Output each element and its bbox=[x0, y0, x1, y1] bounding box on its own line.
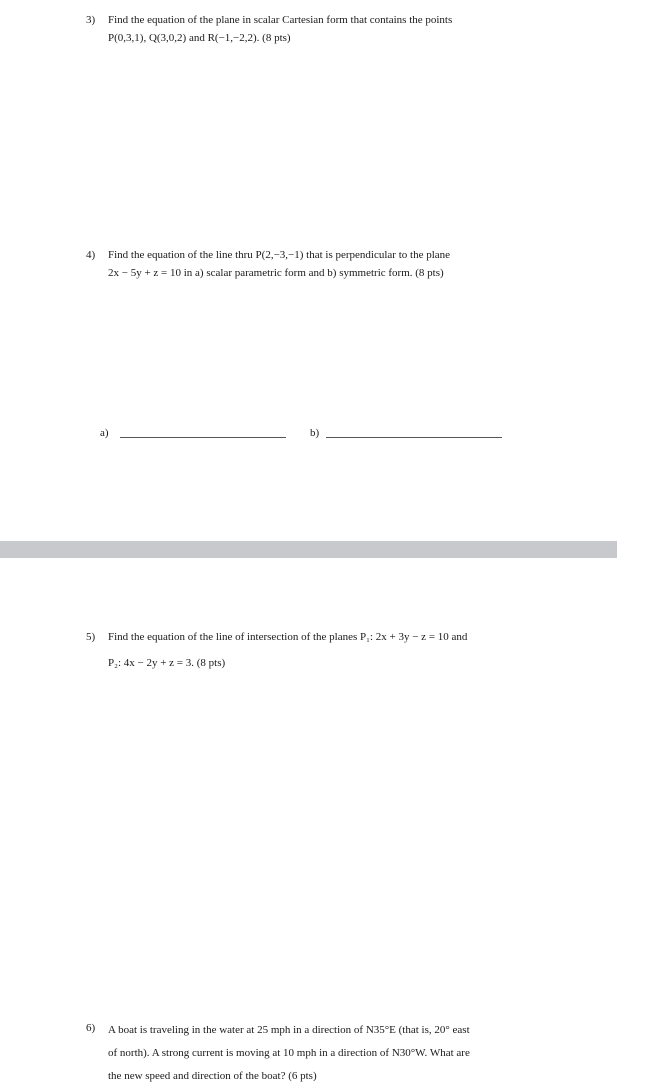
question-6-number: 6) bbox=[86, 1022, 96, 1034]
question-3-line-1: Find the equation of the plane in scalar Cartesian form that contains the points bbox=[108, 14, 453, 26]
answer-a-blank[interactable] bbox=[120, 437, 286, 438]
question-6-line-3: the new speed and direction of the boat? (6 pts) bbox=[108, 1070, 317, 1082]
question-6-line-2: of north). A strong current is moving at 10 mph in a direction of N30°W. What are bbox=[108, 1047, 470, 1059]
question-5-number: 5) bbox=[86, 631, 96, 643]
question-4-line-2: 2x − 5y + z = 10 in a) scalar parametric form and b) symmetric form. (8 pts) bbox=[108, 267, 444, 279]
answer-b-label: b) bbox=[310, 427, 320, 439]
question-5-line-2: P₂: 4x − 2y + z = 3. (8 pts) bbox=[108, 657, 226, 669]
question-4-text bbox=[108, 246, 450, 282]
question-5-line-1: Find the equation of the line of intersection of the planes P₁: 2x + 3y − z = 10 and bbox=[108, 631, 468, 643]
question-3-line-2: P(0,3,1), Q(3,0,2) and R(−1,−2,2). (8 pts) bbox=[108, 32, 291, 44]
question-3-text bbox=[108, 11, 452, 47]
question-4-number: 4) bbox=[86, 249, 96, 261]
question-4-line-1: Find the equation of the line thru P(2,−3,−1) that is perpendicular to the plane bbox=[108, 249, 451, 261]
answer-b-blank[interactable] bbox=[326, 437, 502, 438]
answer-a-label: a) bbox=[100, 427, 109, 439]
question-6-text bbox=[108, 1019, 470, 1088]
page-divider bbox=[0, 541, 617, 558]
question-3-number: 3) bbox=[86, 14, 96, 26]
question-6-line-1: A boat is traveling in the water at 25 mph in a direction of N35°E (that is, 20° east bbox=[108, 1024, 470, 1036]
question-5-text bbox=[108, 628, 467, 672]
